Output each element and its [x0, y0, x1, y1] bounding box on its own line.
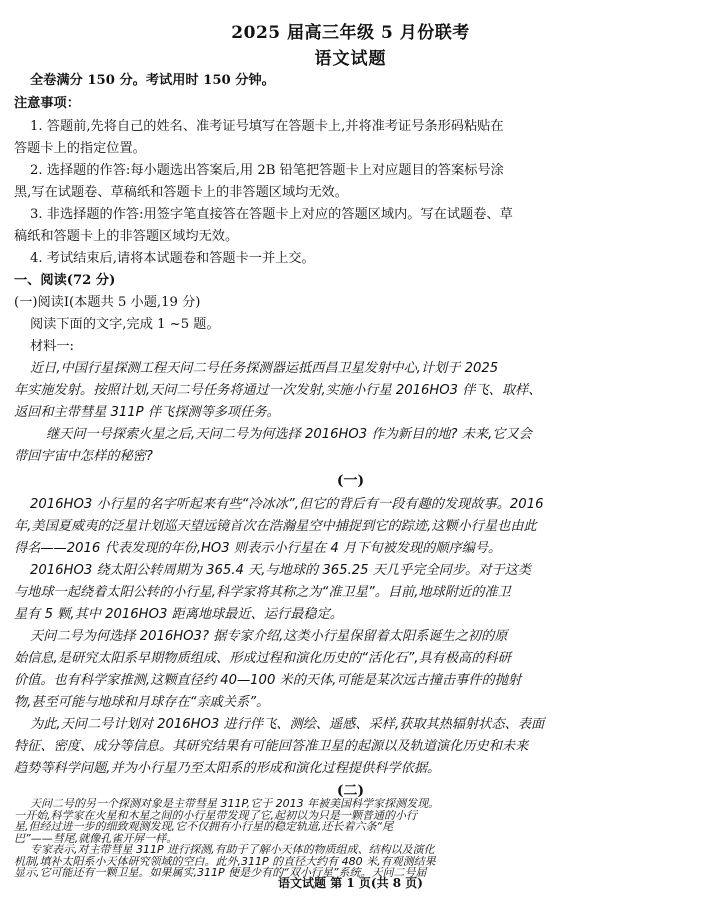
passage-line: 物,甚至可能与地球和月球存在“亲戚关系”。 — [14, 695, 270, 710]
sub-heading: (一)阅读Ⅰ(本题共 5 小题,19 分) — [14, 295, 201, 310]
note-line: 答题卡上的指定位置。 — [14, 141, 146, 156]
passage-line: 特征、密度、成分等信息。其研究结果有可能回答准卫星的起源以及轨道演化历史和未来 — [14, 739, 529, 754]
section-2-label: (二) — [336, 783, 365, 799]
page-footer: 语文试题 第 1 页(共 8 页) — [278, 876, 423, 890]
note-line: 2. 选择题的作答:每小题选出答案后,用 2B 铅笔把答题卡上对应题目的答案标号涂 — [30, 163, 504, 178]
section-1-label: (一) — [336, 473, 365, 489]
passage-line: 返回和主带彗星 311P 伴飞探测等多项任务。 — [14, 405, 280, 420]
note-line: 4. 考试结束后,请将本试题卷和答题卡一并上交。 — [30, 251, 315, 266]
passage-line: 始信息,是研究太阳系早期物质组成、形成过程和演化历史的“活化石”,具有极高的科研 — [14, 651, 511, 666]
passage-line: 继天问一号探索火星之后,天问二号为何选择 2016HO3 作为新目的地? 未来,它又会 — [46, 427, 532, 442]
passage-line: 天问二号为何选择 2016HO3? 据专家介绍,这类小行星保留着太阳系诞生之初的原 — [30, 629, 508, 644]
passage-line: 一开始,科学家在火星和木星之间的小行星带发现了它,起初以为只是一颗普通的小行 — [14, 809, 417, 822]
note-line: 稿纸和答题卡上的非答题区域均无效。 — [14, 229, 239, 244]
part-heading: 一、阅读(72 分) — [14, 273, 116, 288]
passage-line: 趋势等科学问题,并为小行星乃至太阳系的形成和演化过程提供科学依据。 — [14, 761, 441, 776]
passage-line: 机制,填补太阳系小天体研究领域的空白。此外,311P 的直径大约有 480 米,有观测结果 — [14, 855, 436, 868]
passage-line: 2016HO3 绕太阳公转周期为 365.4 天,与地球的 365.25 天几乎完全同步。对于这类 — [30, 563, 531, 578]
passage-line: 得名——2016 代表发现的年份,HO3 则表示小行星在 4 月下旬被发现的顺序编号。 — [14, 541, 502, 556]
passage-line: 巴”——彗尾,就像孔雀开屏一样。 — [14, 832, 178, 845]
passage-line: 为此,天问二号计划对 2016HO3 进行伴飞、测绘、遥感、采样,获取其热辐射状态、表面 — [30, 717, 545, 732]
passage-line: 近日,中国行星探测工程天问二号任务探测器运抵西昌卫星发射中心,计划于 2025 — [30, 361, 499, 376]
note-line: 黑,写在试题卷、草稿纸和答题卡上的非答题区域均无效。 — [14, 185, 348, 200]
note-line: 1. 答题前,先将自己的姓名、准考证号填写在答题卡上,并将准考证号条形码粘贴在 — [30, 119, 504, 134]
passage-line: 星有 5 颗,其中 2016HO3 距离地球最近、运行最稳定。 — [14, 607, 343, 622]
passage-line: 显示,它可能还有一颗卫星。如果属实,311P 便是少有的“双小行星”系统。天问二号届 — [14, 867, 427, 879]
passage-line: 年,美国夏威夷的泛星计划巡天望远镜首次在浩瀚星空中捕捉到它的踪迹,这颗小行星也由此 — [14, 519, 537, 534]
notes-heading: 注意事项： — [14, 96, 80, 111]
instruction: 阅读下面的文字,完成 1 ~5 题。 — [30, 317, 220, 332]
passage-line: 天问二号的另一个探测对象是主带彗星 311P,它于 2013 年被美国科学家探测发现。 — [30, 798, 440, 810]
passage-line: 带回宇宙中怎样的秘密? — [14, 449, 153, 464]
passage-line: 专家表示,对主带彗星 311P 进行探测,有助于了解小天体的物质组成、结构以及演化 — [30, 844, 435, 856]
note-line: 3. 非选择题的作答:用签字笔直接答在答题卡上对应的答题区域内。写在试题卷、草 — [30, 207, 513, 222]
material-label: 材料一: — [30, 339, 75, 354]
passage-line: 2016HO3 小行星的名字听起来有些“冷冰冰”,但它的背后有一段有趣的发现故事。2016 — [30, 497, 544, 512]
exam-title: 2025 届高三年级 5 月份联考 — [231, 23, 470, 43]
passage-line: 与地球一起绕着太阳公转的小行星,科学家将其称之为“准卫星”。目前,地球附近的准卫 — [14, 585, 511, 600]
exam-subject-title: 语文试题 — [314, 49, 387, 69]
passage-line: 年实施发射。按照计划,天问二号任务将通过一次发射,实施小行星 2016HO3 伴飞、取样、 — [14, 383, 542, 398]
passage-line: 价值。也有科学家推测,这颗直径约 40—100 米的天体,可能是某次远古撞击事件的抛射 — [14, 673, 522, 688]
score-line: 全卷满分 150 分。考试用时 150 分钟。 — [30, 73, 275, 88]
passage-line: 星,但经过进一步的细致观测发现,它不仅拥有小行星的稳定轨道,还长着六条“尾 — [14, 821, 394, 833]
